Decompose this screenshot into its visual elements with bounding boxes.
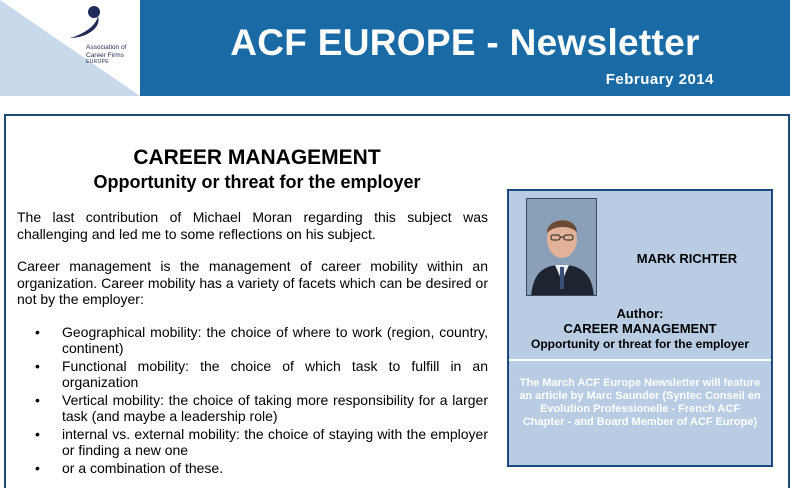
newsletter-title: ACF EUROPE - Newsletter <box>230 22 700 63</box>
list-item <box>17 324 488 357</box>
sidebar-divider <box>509 359 771 361</box>
author-photo <box>526 198 597 296</box>
article-body <box>17 209 488 477</box>
newsletter-date: February 2014 <box>605 71 714 88</box>
list-item-text: Vertical mobility: the choice of taking more responsibility for a larger task (and maybe a leadership role) <box>62 391 488 424</box>
bullet-icon: • <box>35 357 40 374</box>
list-item-text: Functional mobility: the choice of which task to fulfill in an organization <box>62 357 488 390</box>
person-portrait-icon <box>527 199 597 296</box>
list-item-text: Geographical mobility: the choice of where to work (region, country, continent) <box>62 323 488 356</box>
next-issue-note: The March ACF Europe Newsletter will feature an article by Marc Saunder (Syntec Conseil en Evolution Professionelle - French ACF Chapter - and Board Member of ACF Europe) <box>519 377 761 428</box>
logo-line-1: Association of <box>86 44 127 51</box>
author-topic: CAREER MANAGEMENT <box>563 321 717 336</box>
list-item <box>17 358 488 391</box>
article-frame <box>4 114 790 488</box>
logo-line-3: EUROPE <box>86 59 109 65</box>
bullet-icon: • <box>35 323 40 340</box>
author-name: MARK RICHTER <box>636 251 738 266</box>
author-topic-subtitle: Opportunity or threat for the employer <box>530 337 749 351</box>
article-paragraph: The last contribution of Michael Moran regarding this subject was challenging and led me to some reflections on his subject. <box>17 209 488 242</box>
list-item <box>17 392 488 425</box>
logo-swirl-icon <box>62 4 106 44</box>
logo-text <box>86 44 126 67</box>
bullet-icon: • <box>35 391 40 408</box>
newsletter-header <box>140 0 790 96</box>
logo-line-2: Career Firms <box>86 51 124 59</box>
acf-logo <box>0 0 140 96</box>
article-title: CAREER MANAGEMENT <box>133 146 381 169</box>
list-item <box>17 460 488 477</box>
mobility-list <box>17 324 488 477</box>
article-paragraph: Career management is the management of career mobility within an organization. Career mobility has a variety of facets which can be desired or not by the employer: <box>17 258 488 307</box>
list-item-text: or a combination of these. <box>62 459 224 476</box>
list-item-text: internal vs. external mobility: the choice of staying with the employer or finding a new one <box>62 425 488 458</box>
list-item <box>17 426 488 459</box>
article-subtitle: Opportunity or threat for the employer <box>93 172 421 192</box>
bullet-icon: • <box>35 459 40 476</box>
author-label: Author: <box>616 306 664 321</box>
bullet-icon: • <box>35 425 40 442</box>
author-sidebar <box>507 189 773 467</box>
